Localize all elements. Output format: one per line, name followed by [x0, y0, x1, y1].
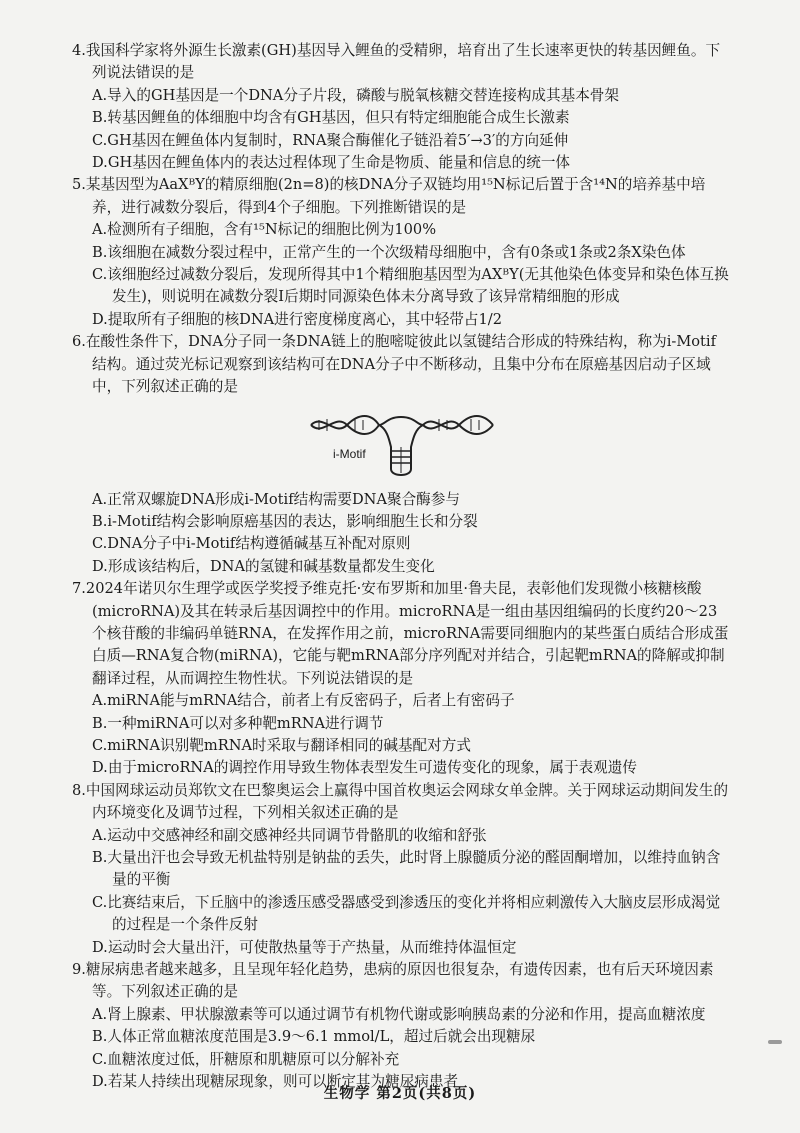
question-5 [72, 174, 730, 331]
option-b: B.人体正常血糖浓度范围是3.9～6.1 mmol/L，超过后就会出现糖尿 [92, 1028, 536, 1046]
dna-i-motif-diagram [301, 403, 501, 483]
question-stem: 9.糖尿病患者越来越多，且呈现年轻化趋势，患病的原因也很复杂，有遗传因素，也有后天环境因素等。下列叙述正确的是 [72, 961, 714, 1001]
question-8 [72, 780, 730, 959]
question-7 [72, 578, 730, 780]
option-c: C.血糖浓度过低，肝糖原和肌糖原可以分解补充 [92, 1050, 400, 1068]
figure-label: i-Motif [333, 446, 366, 461]
question-9 [72, 959, 730, 1093]
option-a: A.导入的GH基因是一个DNA分子片段，磷酸与脱氧核糖交替连接构成其基本骨架 [92, 86, 619, 104]
option-b: B.该细胞在减数分裂过程中，正常产生的一个次级精母细胞中，含有0条或1条或2条X染色体 [92, 243, 686, 261]
question-6 [72, 331, 730, 578]
option-d: D.GH基因在鲤鱼体内的表达过程体现了生命是物质、能量和信息的统一体 [92, 154, 571, 172]
option-d: D.由于microRNA的调控作用导致生物体表型发生可遗传变化的现象，属于表观遗传 [92, 759, 637, 777]
option-d: D.运动时会大量出汗，可使散热量等于产热量，从而维持体温恒定 [92, 938, 517, 956]
question-stem: 7.2024年诺贝尔生理学或医学奖授予维克托·安布罗斯和加里·鲁夫昆，表彰他们发现微小核糖核酸(microRNA)及其在转录后基因调控中的作用。microRNA是一组由基因组编码的长度约20～23个核苷酸的非编码单链RNA，在发挥作用之前，microRNA需要同细胞内的某些蛋白质结合形成蛋白质—RNA复合物(miRNA)，它能与靶mRNA部分序列配对并结合，引起靶mRNA的降解或抑制翻译过程，从而调控生物性状。下列说法错误的是 [72, 580, 729, 687]
question-stem: 5.某基因型为AaXᴮY的精原细胞(2n=8)的核DNA分子双链均用¹⁵N标记后置于含¹⁴N的培养基中培养，进行减数分裂后，得到4个子细胞。下列推断错误的是 [72, 176, 706, 216]
question-4 [72, 40, 730, 174]
option-c: C.DNA分子中i-Motif结构遵循碱基互补配对原则 [92, 535, 411, 553]
option-a: A.miRNA能与mRNA结合，前者上有反密码子，后者上有密码子 [92, 692, 515, 710]
option-c: C.miRNA识别靶mRNA时采取与翻译相同的碱基配对方式 [92, 736, 471, 754]
option-a: A.正常双螺旋DNA形成i-Motif结构需要DNA聚合酶参与 [92, 490, 460, 508]
option-a: A.检测所有子细胞，含有¹⁵N标记的细胞比例为100% [92, 221, 437, 239]
option-b: B.大量出汗也会导致无机盐特别是钠盐的丢失，此时肾上腺髓质分泌的醛固酮增加，以维持血钠含量的平衡 [92, 849, 721, 889]
option-d: D.形成该结构后，DNA的氢键和碱基数量都发生变化 [92, 557, 435, 575]
option-c: C.该细胞经过减数分裂后，发现所得其中1个精细胞基因型为AXᴮY(无其他染色体变异和染色体互换发生)，则说明在减数分裂Ⅰ后期时同源染色体未分离导致了该异常精细胞的形成 [92, 266, 729, 306]
question-stem: 8.中国网球运动员郑钦文在巴黎奥运会上赢得中国首枚奥运会网球女单金牌。关于网球运动期间发生的内环境变化及调节过程，下列相关叙述正确的是 [72, 781, 729, 822]
option-b: B.一种miRNA可以对多种靶mRNA进行调节 [92, 714, 384, 732]
option-b: B.i-Motif结构会影响原癌基因的表达，影响细胞生长和分裂 [92, 512, 478, 530]
question-stem: 6.在酸性条件下，DNA分子同一条DNA链上的胞嘧啶彼此以氢键结合形成的特殊结构，称为i-Motif结构。通过荧光标记观察到该结构可在DNA分子中不断移动，且集中分布在原癌基因启动子区域中，下列叙述正确的是 [72, 333, 716, 396]
option-d: D.提取所有子细胞的核DNA进行密度梯度离心，其中轻带占1/2 [92, 310, 502, 328]
option-b: B.转基因鲤鱼的体细胞中均含有GH基因，但只有特定细胞能合成生长激素 [92, 109, 570, 127]
option-d: D.若某人持续出现糖尿现象，则可以断定其为糖尿病患者 [92, 1073, 459, 1091]
scan-mark [768, 1040, 782, 1044]
option-a: A.肾上腺素、甲状腺激素等可以通过调节有机物代谢或影响胰岛素的分泌和作用，提高血糖浓度 [92, 1005, 706, 1023]
question-stem: 4.我国科学家将外源生长激素(GH)基因导入鲤鱼的受精卵，培育出了生长速率更快的转基因鲤鱼。下列说法错误的是 [72, 42, 721, 82]
page-footer: 生物学 第2页(共8页) [323, 1085, 477, 1102]
option-a: A.运动中交感神经和副交感神经共同调节骨骼肌的收缩和舒张 [92, 826, 487, 844]
i-motif-figure [72, 403, 730, 483]
option-c: C.比赛结束后，下丘脑中的渗透压感受器感受到渗透压的变化并将相应刺激传入大脑皮层形成渴觉的过程是一个条件反射 [92, 893, 721, 934]
option-c: C.GH基因在鲤鱼体内复制时，RNA聚合酶催化子链沿着5′→3′的方向延伸 [92, 131, 569, 149]
